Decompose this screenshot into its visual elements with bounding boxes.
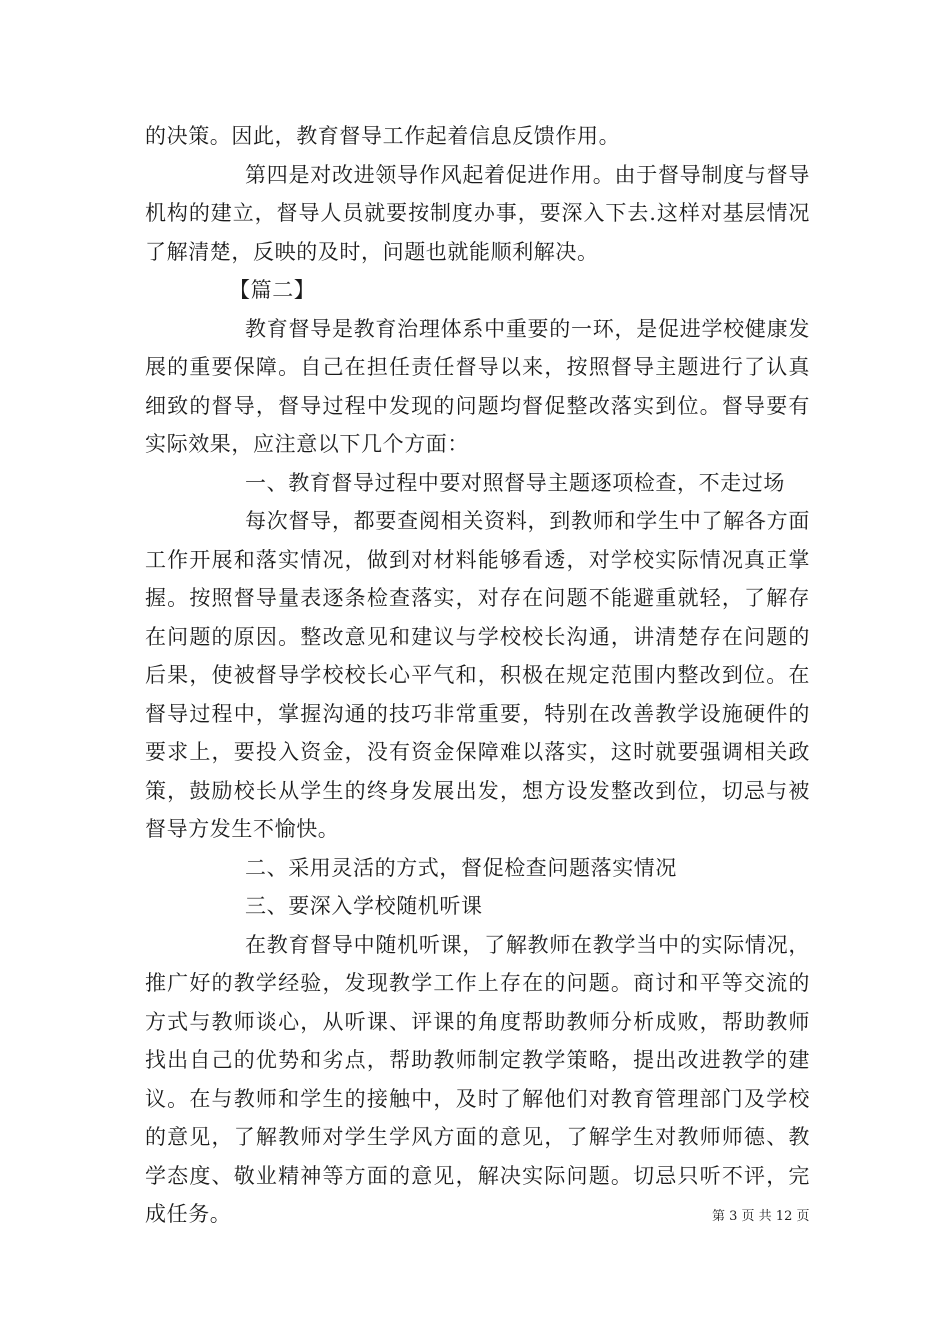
paragraph: 教育督导是教育治理体系中重要的一环，是促进学校健康发展的重要保障。自己在担任责任督导以来，按照督导主题进行了认真细致的督导，督导过程中发现的问题均督促整改落实到位。督导要有实际效果，应注意以下几个方面： <box>145 316 810 456</box>
subheading: 一、教育督导过程中要对照督导主题逐项检查，不走过场 <box>245 470 785 495</box>
body-text <box>145 117 810 1234</box>
paragraph: 每次督导，都要查阅相关资料，到教师和学生中了解各方面工作开展和落实情况，做到对材料能够看透，对学校实际情况真正掌握。按照督导量表逐条检查落实，对存在问题不能避重就轻，了解存在问题的原因。整改意见和建议与学校校长沟通，讲清楚存在问题的后果，使被督导学校校长心平气和，积极在规定范围内整改到位。在督导过程中，掌握沟通的技巧非常重要，特别在改善教学设施硬件的要求上，要投入资金，没有资金保障难以落实，这时就要强调相关政策，鼓励校长从学生的终身发展出发，想方设发整改到位，切忌与被督导方发生不愉快。 <box>145 509 810 841</box>
subheading: 二、采用灵活的方式，督促检查问题落实情况 <box>245 855 677 880</box>
subheading: 三、要深入学校随机听课 <box>245 894 483 918</box>
paragraph: 在教育督导中随机听课，了解教师在教学当中的实际情况，推广好的教学经验，发现教学工作上存在的问题。商讨和平等交流的方式与教师谈心，从听课、评课的角度帮助教师分析成败，帮助教师找出自己的优势和劣点，帮助教师制定教学策略，提出改进教学的建议。在与教师和学生的接触中，及时了解他们对教育管理部门及学校的意见，了解教师对学生学风方面的意见，了解学生对教师师德、教学态度、敬业精神等方面的意见，解决实际问题。切忌只听不评，完成任务。 <box>145 932 810 1226</box>
page-number: 第 3 页 共 12 页 <box>712 1209 810 1224</box>
section-heading: 【篇二】 <box>229 278 316 302</box>
paragraph: 的决策。因此，教育督导工作起着信息反馈作用。 <box>145 124 621 148</box>
paragraph: 第四是对改进领导作风起着促进作用。由于督导制度与督导机构的建立，督导人员就要按制度办事，要深入下去.这样对基层情况了解清楚，反映的及时，问题也就能顺利解决。 <box>145 162 810 264</box>
